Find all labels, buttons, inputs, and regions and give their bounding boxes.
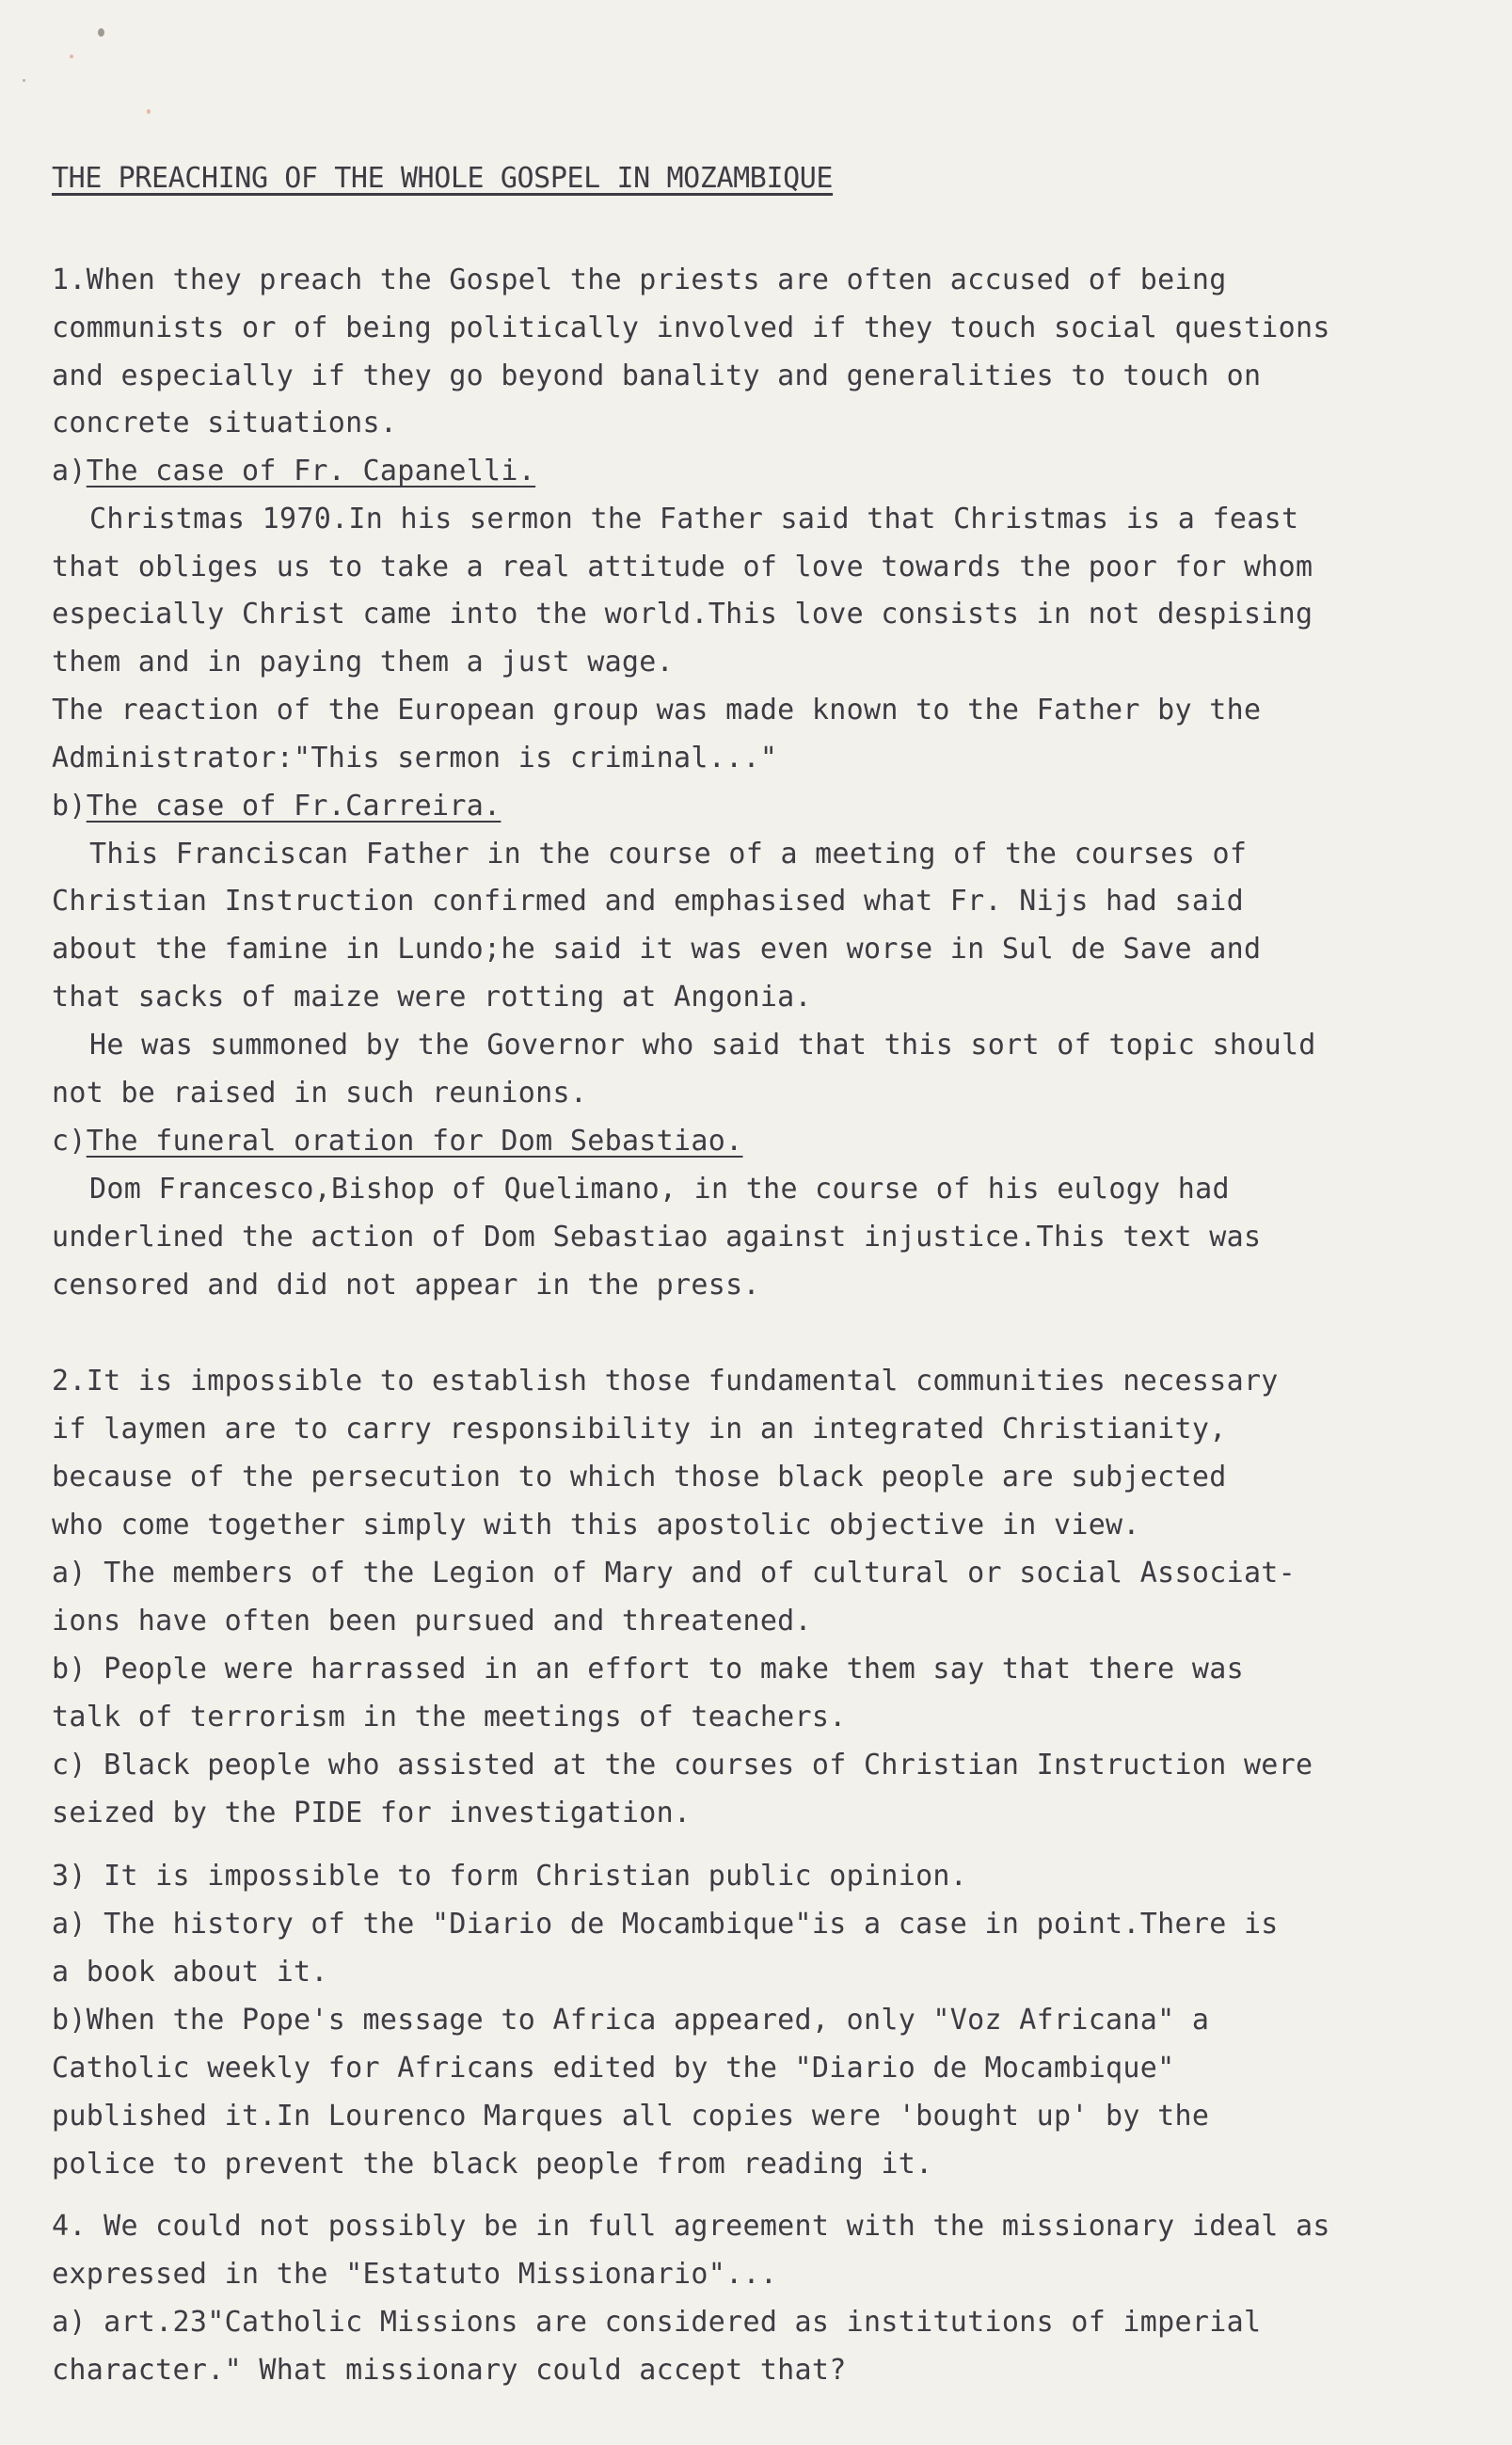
text-line: because of the persecution to which those black people are subjected bbox=[52, 1461, 1227, 1494]
text-line: c) Black people who assisted at the courses of Christian Instruction were bbox=[52, 1749, 1313, 1782]
text-line: about the famine in Lundo;he said it was even worse in Sul de Save and bbox=[52, 933, 1262, 966]
text-line: Christian Instruction confirmed and emphasised what Fr. Nijs had said bbox=[52, 885, 1244, 918]
ink-speck bbox=[70, 55, 73, 58]
text-line: c)The funeral oration for Dom Sebastiao. bbox=[52, 1125, 743, 1158]
text-line: who come together simply with this apostolic objective in view. bbox=[52, 1509, 1140, 1542]
text-line: a) The members of the Legion of Mary and of cultural or social Associat- bbox=[52, 1557, 1297, 1590]
text-line: if laymen are to carry responsibility in an integrated Christianity, bbox=[52, 1413, 1227, 1446]
text-line: talk of terrorism in the meetings of teachers. bbox=[52, 1701, 847, 1734]
text-line: especially Christ came into the world.This love consists in not despising bbox=[52, 598, 1313, 631]
text-line: and especially if they go beyond banality and generalities to touch on bbox=[52, 360, 1262, 392]
text-line: 1.When they preach the Gospel the priests are often accused of being bbox=[52, 264, 1227, 296]
text-line: censored and did not appear in the press. bbox=[52, 1269, 760, 1302]
text-line: Administrator:"This sermon is criminal..." bbox=[52, 742, 778, 775]
text-line: underlined the action of Dom Sebastiao against injustice.This text was bbox=[52, 1221, 1262, 1254]
text-line: a)The case of Fr. Capanelli. bbox=[52, 455, 536, 487]
text-line: b)The case of Fr.Carreira. bbox=[52, 790, 501, 823]
document-title: THE PREACHING OF THE WHOLE GOSPEL IN MOZAMBIQUE bbox=[52, 162, 834, 195]
text-line: Dom Francesco,Bishop of Quelimano, in the course of his eulogy had bbox=[89, 1173, 1230, 1206]
text-line: a) The history of the "Diario de Mocambique"is a case in point.There is bbox=[52, 1908, 1279, 1941]
text-line: Christmas 1970.In his sermon the Father said that Christmas is a feast bbox=[89, 503, 1299, 535]
text-line: b) People were harrassed in an effort to make them say that there was bbox=[52, 1653, 1244, 1686]
text-line: them and in paying them a just wage. bbox=[52, 646, 675, 679]
text-line: concrete situations. bbox=[52, 407, 398, 439]
text-line: 3) It is impossible to form Christian public opinion. bbox=[52, 1860, 968, 1893]
text-line: seized by the PIDE for investigation. bbox=[52, 1797, 692, 1830]
text-line: that sacks of maize were rotting at Angonia. bbox=[52, 981, 812, 1014]
text-line: police to prevent the black people from reading it. bbox=[52, 2148, 933, 2181]
text-line: 2.It is impossible to establish those fundamental communities necessary bbox=[52, 1365, 1279, 1398]
ink-speck bbox=[98, 28, 104, 37]
text-line: He was summoned by the Governor who said that this sort of topic should bbox=[89, 1029, 1316, 1062]
text-line: a) art.23"Catholic Missions are considered as institutions of imperial bbox=[52, 2306, 1262, 2339]
text-line: ions have often been pursued and threatened. bbox=[52, 1605, 812, 1638]
text-line: communists or of being politically involved if they touch social questions bbox=[52, 312, 1330, 344]
text-line: b)When the Pope's message to Africa appeared, only "Voz Africana" a bbox=[52, 2004, 1210, 2037]
text-line: The reaction of the European group was made known to the Father by the bbox=[52, 694, 1262, 727]
text-line: published it.In Lourenco Marques all copies were 'bought up' by the bbox=[52, 2100, 1210, 2133]
ink-speck bbox=[147, 109, 151, 114]
text-line: not be raised in such reunions. bbox=[52, 1077, 588, 1110]
text-line: character." What missionary could accept that? bbox=[52, 2354, 847, 2387]
text-line: Catholic weekly for Africans edited by the "Diario de Mocambique" bbox=[52, 2052, 1175, 2085]
text-line: expressed in the "Estatuto Missionario"... bbox=[52, 2258, 778, 2291]
text-line: a book about it. bbox=[52, 1956, 328, 1989]
text-line: This Franciscan Father in the course of a meeting of the courses of bbox=[89, 838, 1248, 871]
text-line: that obliges us to take a real attitude of love towards the poor for whom bbox=[52, 551, 1313, 583]
ink-speck bbox=[23, 79, 25, 82]
text-line: 4. We could not possibly be in full agreement with the missionary ideal as bbox=[52, 2210, 1330, 2243]
